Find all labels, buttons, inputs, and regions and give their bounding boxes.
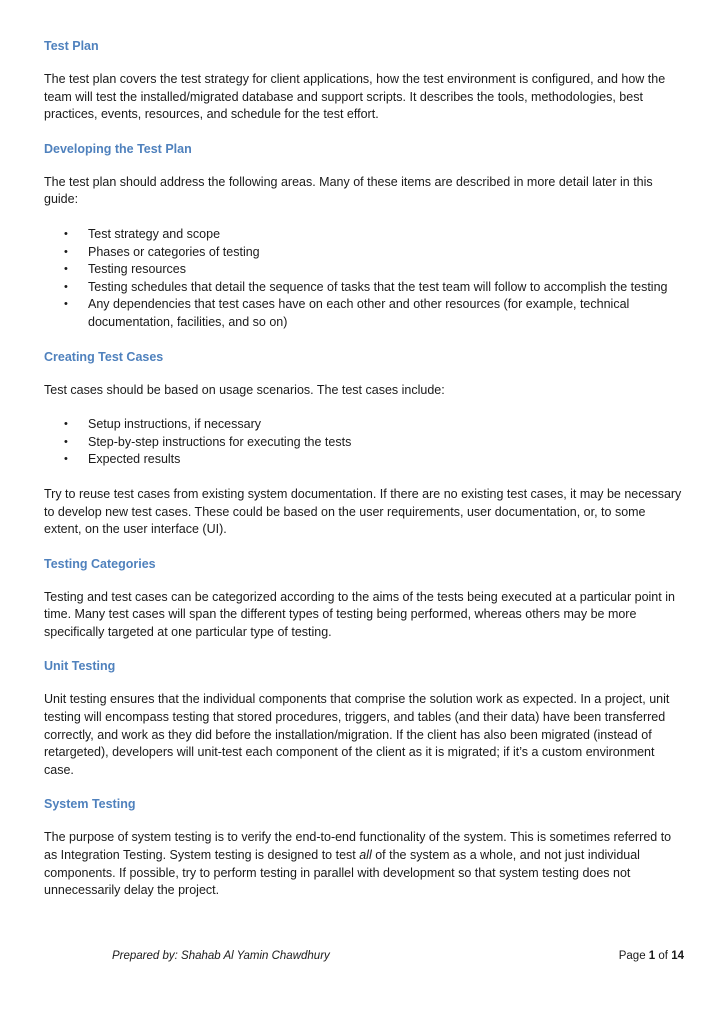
- list-item: [64, 416, 684, 434]
- list-item: [64, 434, 684, 452]
- list-item: [64, 279, 684, 297]
- list-item-text: Test strategy and scope: [88, 226, 221, 241]
- footer-page-word: Page: [618, 950, 646, 962]
- para-creating-test-cases: Test cases should be based on usage scenarios. The test cases include:: [44, 382, 445, 397]
- bullet-icon: •: [64, 227, 68, 240]
- heading-unit-testing: Unit Testing: [44, 659, 116, 674]
- list-item-text: Any dependencies that test cases have on each other and other resources (for example, technical documentation, facilities, and so on): [88, 297, 630, 329]
- list-item: [64, 451, 684, 469]
- para-system-testing-part-a: The purpose of system testing is to verify the end-to-end functionality of the system. This is sometimes referred to as Integration Testing. System testing is designed to test: [44, 830, 672, 863]
- list-item-text: Step-by-step instructions for executing the tests: [88, 434, 352, 449]
- page-footer: [112, 948, 684, 964]
- para-system-testing-part-b: of the system as a whole, and not just individual components. If possible, try to perform testing in parallel with development so that system testing does not unnecessarily delay the project.: [44, 848, 640, 898]
- list-item: [64, 296, 684, 331]
- para-system-testing: [44, 829, 684, 899]
- heading-developing-test-plan: Developing the Test Plan: [44, 141, 192, 156]
- bullet-icon: •: [64, 245, 68, 258]
- heading-testing-categories: Testing Categories: [44, 556, 156, 571]
- footer-of-word: of: [658, 950, 668, 962]
- document-page: [44, 38, 684, 917]
- list-item-text: Testing schedules that detail the sequence of tasks that the test team will follow to accomplish the testing: [88, 279, 668, 294]
- list-item-text: Expected results: [88, 452, 181, 467]
- heading-test-plan: Test Plan: [44, 39, 99, 53]
- bullet-icon: •: [64, 263, 68, 276]
- footer-page-total: 14: [671, 950, 684, 962]
- footer-page-number: [619, 948, 684, 964]
- footer-prepared-by: Prepared by: Shahab Al Yamin Chawdhury: [112, 950, 330, 962]
- list-item: [64, 244, 684, 262]
- list-item: [64, 226, 684, 244]
- para-test-plan: The test plan covers the test strategy for client applications, how the test environment is configured, and how the team will test the installed/migrated database and support scripts. It describes the tools, methodologies, best practices, events, resources, and schedule for the test effort.: [44, 72, 666, 122]
- para-reuse-test-cases: Try to reuse test cases from existing system documentation. If there are no existing test cases, it may be necessary to develop new test cases. These could be based on the user requirements, user documentation, or, to some extent, on the user interface (UI).: [44, 486, 682, 537]
- list-item: [64, 261, 684, 279]
- para-testing-categories: Testing and test cases can be categorized according to the aims of the tests being executed at a particular point in time. Many test cases will span the different types of testing being performed, whereas others may be more specifically targeted at one particular type of testing.: [44, 589, 675, 639]
- bullet-icon: •: [64, 280, 68, 293]
- list-developing-areas: [44, 226, 684, 332]
- bullet-icon: •: [64, 298, 68, 311]
- list-item-text: Phases or categories of testing: [88, 244, 260, 259]
- heading-creating-test-cases: Creating Test Cases: [44, 349, 164, 364]
- footer-page-current: 1: [648, 950, 656, 962]
- bullet-icon: •: [64, 435, 68, 448]
- bullet-icon: •: [64, 418, 68, 431]
- para-developing-test-plan: The test plan should address the following areas. Many of these items are described in more detail later in this guide:: [44, 174, 653, 207]
- para-unit-testing: Unit testing ensures that the individual components that comprise the solution work as expected. In a project, unit testing will encompass testing that stored procedures, triggers, and tables (and their data) have been transferred correctly, and work as they did before the installation/migration. If the client has also been migrated (instead of retargeted), developers will unit-test each component of the client as it is migrated; if it’s a custom environment case.: [44, 692, 670, 777]
- bullet-icon: •: [64, 453, 68, 466]
- heading-system-testing: System Testing: [44, 797, 136, 812]
- list-test-case-contents: [44, 416, 684, 469]
- list-item-text: Setup instructions, if necessary: [88, 417, 261, 432]
- list-item-text: Testing resources: [88, 262, 186, 277]
- para-system-testing-emphasis: all: [359, 848, 372, 863]
